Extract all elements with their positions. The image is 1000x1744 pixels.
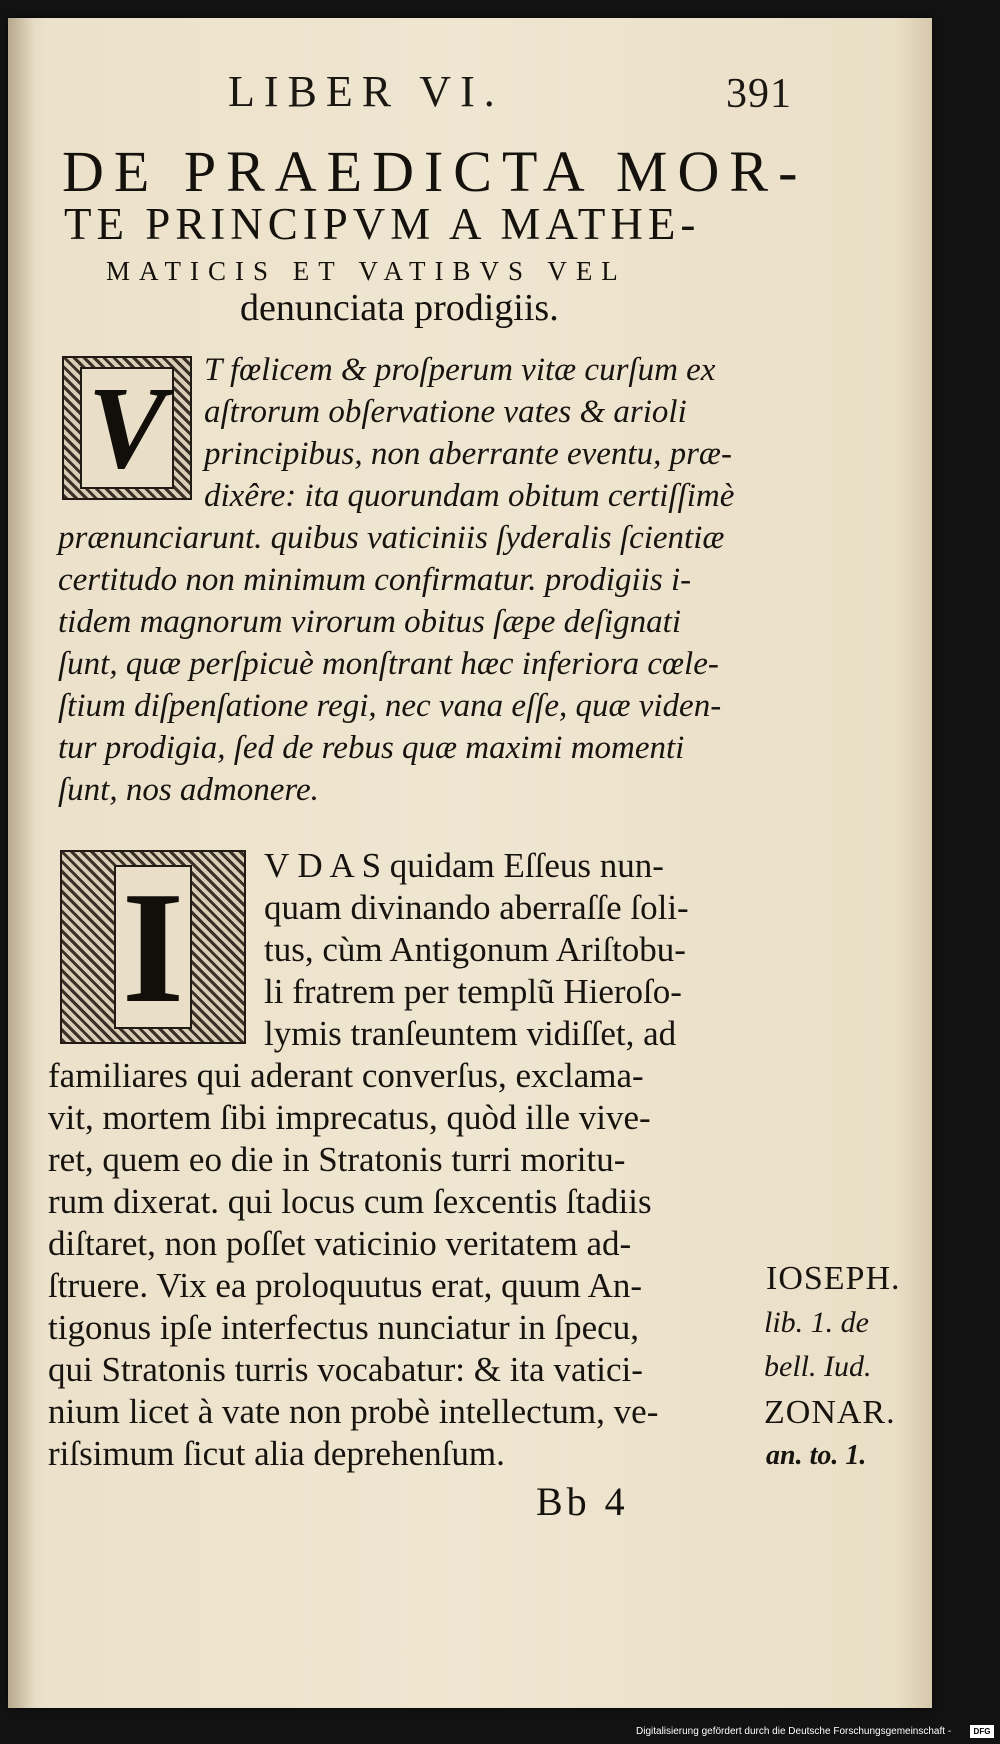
digitization-credit: Digitalisierung gefördert durch die Deutsche Forschungsgemeinschaft - xyxy=(636,1726,952,1737)
chapter-title-line-2: TE PRINCIPVM A MATHE- xyxy=(64,199,701,249)
text-line: qui Stratonis turris vocabatur: & ita vatici- xyxy=(48,1350,643,1389)
text-line: tigonus ipſe interfectus nunciatur in ſpecu, xyxy=(48,1308,639,1347)
chapter-title-line-3: MATICIS ET VATIBVS VEL xyxy=(106,256,627,286)
margin-note: IOSEPH. xyxy=(766,1260,901,1297)
text-line: diſtaret, non poſſet vaticinio veritatem ad- xyxy=(48,1224,632,1263)
initial-letter: I xyxy=(114,865,192,1029)
book-page xyxy=(8,18,932,1708)
text-line: ſtium diſpenſatione regi, nec vana eſſe, quæ viden- xyxy=(58,688,722,724)
text-line: prænunciarunt. quibus vaticiniis ſyderalis ſcientiæ xyxy=(58,520,725,556)
margin-note: lib. 1. de xyxy=(764,1306,869,1339)
text-line: familiares qui aderant converſus, exclama- xyxy=(48,1056,644,1095)
text-line: aſtrorum obſervatione vates & arioli xyxy=(204,394,687,430)
text-line: lymis tranſeuntem vidiſſet, ad xyxy=(264,1014,677,1053)
running-head: LIBER VI. xyxy=(228,67,504,116)
text-line: ſunt, nos admonere. xyxy=(58,772,319,808)
dfg-logo: DFG xyxy=(970,1725,994,1738)
text-line: vit, mortem ſibi imprecatus, quòd ille vive- xyxy=(48,1098,651,1137)
text-line: ſtruere. Vix ea proloquutus erat, quum An- xyxy=(48,1266,643,1305)
text-line: ret, quem eo die in Stratonis turri moritu- xyxy=(48,1140,626,1179)
decorated-initial-i xyxy=(60,850,246,1044)
margin-note: ZONAR. xyxy=(764,1394,896,1431)
text-line: certitudo non minimum confirmatur. prodigiis i- xyxy=(58,562,692,598)
chapter-title-line-4: denunciata prodigiis. xyxy=(240,287,559,329)
text-line: ſunt, quæ perſpicuè monſtrant hæc inferiora cœle- xyxy=(58,646,719,682)
margin-note: an. to. 1. xyxy=(766,1440,867,1471)
text-line: rum dixerat. qui locus cum ſexcentis ſtadiis xyxy=(48,1182,652,1221)
text-line: tur prodigia, ſed de rebus quæ maximi momenti xyxy=(58,730,685,766)
signature-mark: Bb 4 xyxy=(536,1479,629,1524)
chapter-title-line-1: DE PRAEDICTA MOR- xyxy=(62,139,808,204)
decorated-initial-v xyxy=(62,356,192,500)
margin-note: bell. Iud. xyxy=(764,1350,872,1383)
text-line: V D A S quidam Eſſeus nun- xyxy=(264,846,664,885)
text-line: li fratrem per templũ Hieroſo- xyxy=(264,972,682,1011)
text-line: quam divinando aberraſſe ſoli- xyxy=(264,888,689,927)
text-line: nium licet à vate non probè intellectum, ve- xyxy=(48,1392,659,1431)
text-line: riſsimum ſicut alia deprehenſum. xyxy=(48,1434,505,1473)
text-line: tus, cùm Antigonum Ariſtobu- xyxy=(264,930,686,969)
text-line: principibus, non aberrante eventu, præ- xyxy=(204,436,732,472)
text-line: dixêre: ita quorundam obitum certiſſimè xyxy=(204,478,735,514)
page-number: 391 xyxy=(726,71,792,117)
text-line: T fœlicem & proſperum vitæ curſum ex xyxy=(204,352,716,388)
initial-letter: V xyxy=(80,367,175,489)
text-line: tidem magnorum virorum obitus ſæpe deſignati xyxy=(58,604,682,640)
